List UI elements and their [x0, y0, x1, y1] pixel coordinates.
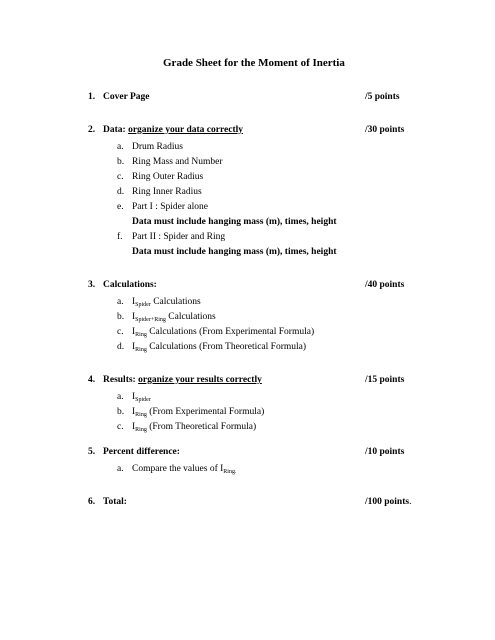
item-i-ring-exp-calc: $I_{Ring}$ Calculations (From Experimental Formula) — [132, 327, 315, 338]
section-5-points: /10 points — [365, 447, 405, 457]
item-result-i-ring-theo: $I_{Ring}$ (From Theoretical Formula) — [132, 422, 257, 433]
item-letter: c. — [117, 422, 124, 432]
item-i-ring-theo-calc: $I_{Ring}$ Calculations (From Theoretical Formula) — [132, 342, 307, 353]
section-4-label: Results: organize your results correctly — [103, 375, 262, 385]
section-5-label: Percent difference: — [103, 447, 180, 457]
item-drum-radius: Drum Radius — [132, 142, 183, 152]
item-ring-mass: Ring Mass and Number — [132, 157, 223, 167]
item-ring-inner-radius: Ring Inner Radius — [132, 187, 202, 197]
item-letter: c. — [117, 172, 124, 182]
section-4-points: /15 points — [365, 375, 405, 385]
item-result-i-spider: $I_{Spider}$ — [132, 392, 151, 403]
item-part-2-note: Data must include hanging mass (m), times, height — [132, 247, 337, 257]
item-letter: e. — [117, 202, 124, 212]
section-3-number: 3. — [88, 280, 96, 290]
item-i-spider-calc: $I_{Spider}$ Calculations — [132, 297, 201, 308]
item-part-2: Part II : Spider and Ring — [132, 232, 226, 242]
section-3-label: Calculations: — [103, 280, 157, 290]
item-letter: b. — [117, 407, 125, 417]
section-1-points: /5 points — [365, 92, 400, 102]
section-5-number: 5. — [88, 447, 96, 457]
item-letter: a. — [117, 142, 124, 152]
section-2-number: 2. — [88, 125, 96, 135]
item-letter: b. — [117, 312, 125, 322]
item-letter: a. — [117, 392, 124, 402]
section-3-points: /40 points — [365, 280, 405, 290]
item-result-i-ring-exp: $I_{Ring}$ (From Experimental Formula) — [132, 407, 265, 418]
item-letter: d. — [117, 187, 125, 197]
item-letter: a. — [117, 297, 124, 307]
item-letter: c. — [117, 327, 124, 337]
section-1-label: Cover Page — [103, 92, 150, 102]
section-4-number: 4. — [88, 375, 96, 385]
section-6-points: /100 points. — [365, 497, 412, 507]
section-1-number: 1. — [88, 92, 96, 102]
section-6-number: 6. — [88, 497, 96, 507]
section-2-label: Data: organize your data correctly — [103, 125, 244, 135]
page-title: Grade Sheet for the Moment of Inertia — [163, 57, 345, 69]
item-letter: a. — [117, 464, 124, 474]
item-i-spider-ring-calc: $I_{Spider+Ring}$ Calculations — [132, 312, 216, 323]
item-part-1: Part I : Spider alone — [132, 202, 208, 212]
item-letter: d. — [117, 342, 125, 352]
section-6-label: Total: — [103, 497, 127, 507]
item-part-1-note: Data must include hanging mass (m), times, height — [132, 217, 337, 227]
item-letter: f. — [117, 232, 123, 242]
item-compare-values: Compare the values of $I_{Ring.}$ — [132, 464, 237, 475]
item-ring-outer-radius: Ring Outer Radius — [132, 172, 204, 182]
section-2-points: /30 points — [365, 125, 405, 135]
item-letter: b. — [117, 157, 125, 167]
